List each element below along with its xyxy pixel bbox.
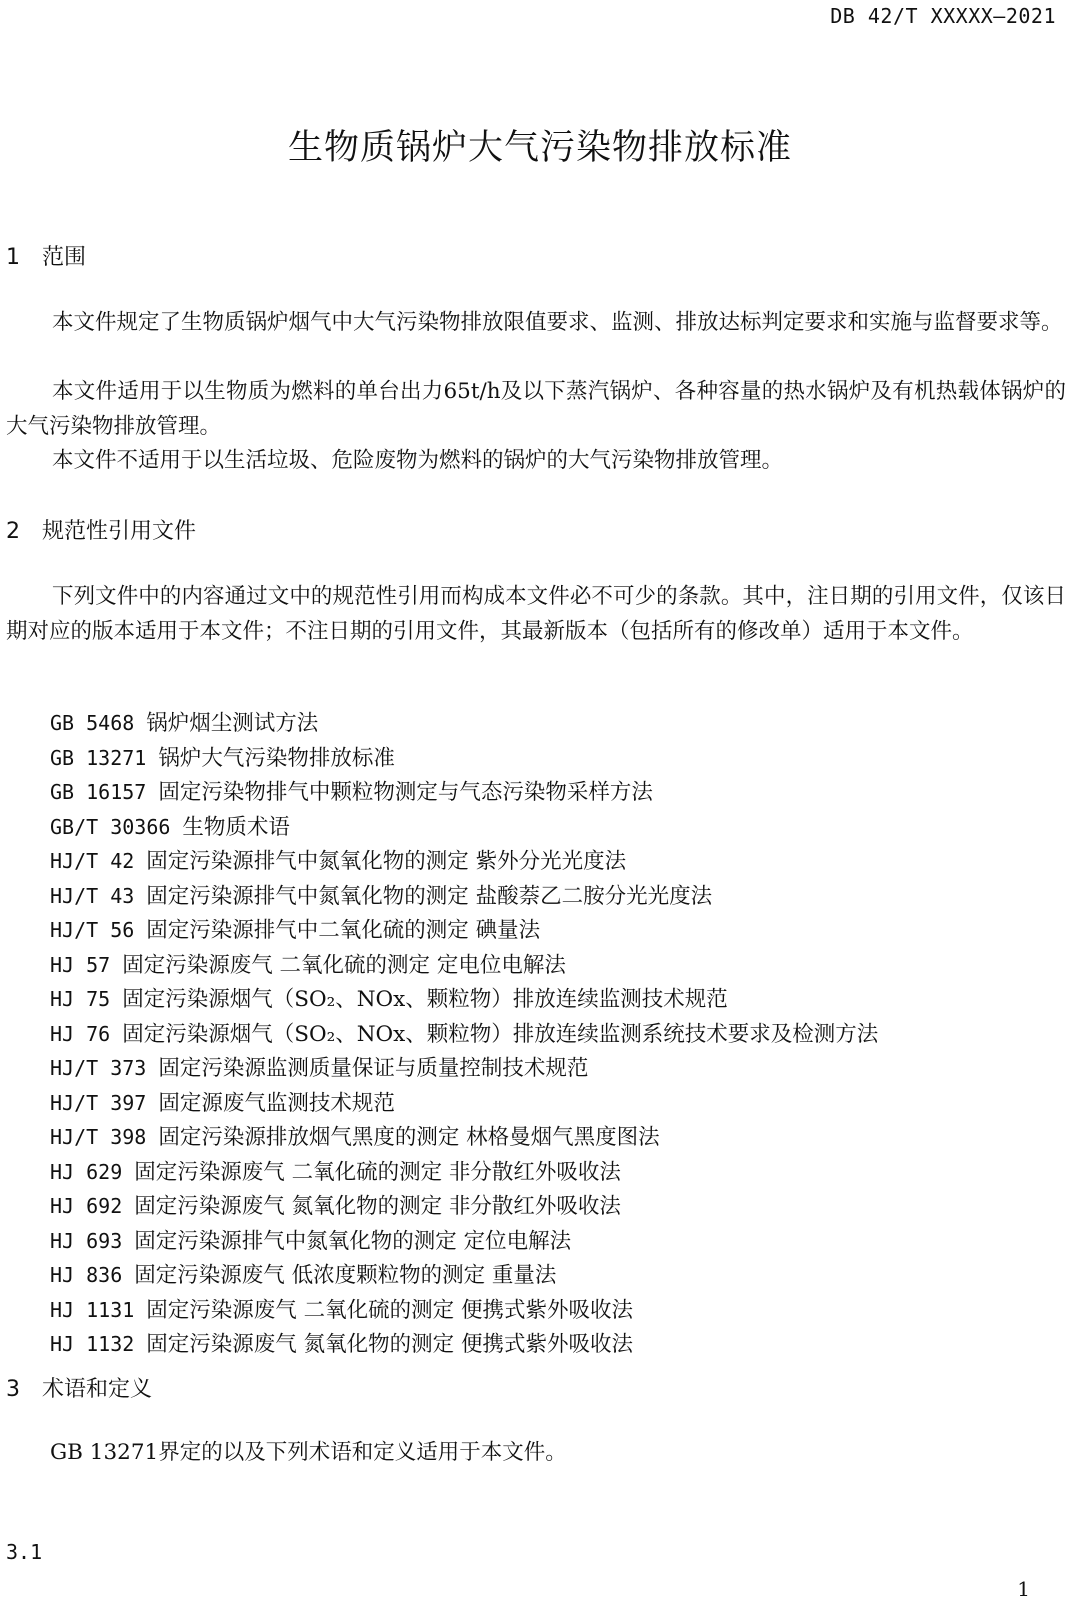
reference-code: HJ 75 — [50, 987, 111, 1011]
section-title: 规范性引用文件 — [42, 519, 197, 544]
reference-title: 固定污染源废气 二氧化硫的测定 便携式紫外吸收法 — [146, 1297, 633, 1323]
reference-code: HJ 629 — [50, 1159, 123, 1184]
paragraph: 本文件不适用于以生活垃圾、危险废物为燃料的锅炉的大气污染物排放管理。 — [52, 448, 784, 473]
reference-item — [50, 775, 878, 810]
reference-title: 固定污染源排放烟气黑度的测定 林格曼烟气黑度图法 — [158, 1125, 660, 1150]
reference-item — [50, 1258, 878, 1293]
reference-title: 锅炉烟尘测试方法 — [146, 711, 319, 736]
reference-item — [50, 1293, 878, 1328]
reference-code: HJ 1131 — [50, 1297, 135, 1322]
reference-code: HJ 693 — [50, 1228, 123, 1253]
reference-title: 固定污染源排气中氮氧化物的测定 定位电解法 — [134, 1228, 572, 1254]
reference-title: 固定源废气监测技术规范 — [158, 1090, 395, 1116]
reference-code: HJ/T 42 — [50, 849, 135, 873]
paragraph: 本文件适用于以生物质为燃料的单台出力65t/h及以下蒸汽锅炉、各种容量的热水锅炉及有机热载体锅炉的大气污染物排放管理。 — [6, 379, 1066, 439]
reference-title: 固定污染源排气中二氧化硫的测定 碘量法 — [146, 918, 541, 943]
reference-item — [50, 1051, 878, 1086]
reference-list — [50, 706, 878, 1362]
reference-title: 固定污染源排气中氮氧化物的测定 紫外分光光度法 — [146, 849, 627, 874]
reference-item — [50, 706, 878, 741]
reference-item — [50, 1017, 878, 1052]
paragraph: 本文件规定了生物质锅炉烟气中大气污染物排放限值要求、监测、排放达标判定要求和实施与监督要求等。 — [52, 310, 1063, 335]
reference-code: HJ/T 397 — [50, 1090, 147, 1115]
reference-title: 固定污染源废气 二氧化硫的测定 非分散红外吸收法 — [134, 1159, 621, 1185]
reference-code: HJ/T 56 — [50, 918, 135, 942]
reference-item — [50, 1120, 878, 1155]
reference-code: GB 16157 — [50, 780, 147, 804]
reference-item — [50, 1327, 878, 1362]
reference-item — [50, 810, 878, 845]
reference-code: HJ/T 398 — [50, 1125, 147, 1149]
reference-title: 固定污染源废气 低浓度颗粒物的测定 重量法 — [134, 1263, 557, 1288]
reference-title: 生物质术语 — [182, 814, 290, 840]
reference-item — [50, 879, 878, 914]
section-title: 术语和定义 — [42, 1377, 153, 1402]
section-3-heading — [6, 1372, 152, 1403]
reference-title: 固定污染源废气 氮氧化物的测定 便携式紫外吸收法 — [146, 1332, 633, 1357]
section-title: 范围 — [42, 245, 87, 270]
reference-item — [50, 1224, 878, 1259]
document-code: DB 42/T XXXXX—2021 — [830, 4, 1056, 28]
clause-number: 3.1 — [6, 1540, 43, 1564]
reference-title: 固定污染源烟气（SO₂、NOx、颗粒物）排放连续监测系统技术要求及检测方法 — [122, 1021, 879, 1047]
document-title: 生物质锅炉大气污染物排放标准 — [287, 128, 792, 168]
reference-code: GB 5468 — [50, 711, 135, 735]
section-number: 3 — [6, 1377, 20, 1402]
reference-code: HJ 836 — [50, 1263, 123, 1287]
reference-item — [50, 948, 878, 983]
reference-item — [50, 1086, 878, 1121]
reference-title: 固定污染物排气中颗粒物测定与气态污染物采样方法 — [158, 780, 653, 805]
reference-code: GB/T 30366 — [50, 814, 171, 839]
reference-title: 固定污染源监测质量保证与质量控制技术规范 — [158, 1056, 589, 1081]
paragraph: 下列文件中的内容通过文中的规范性引用而构成本文件必不可少的条款。其中，注日期的引用文件，仅该日期对应的版本适用于本文件；不注日期的引用文件，其最新版本（包括所有的修改单）适用于本文件。 — [6, 584, 1066, 644]
reference-item — [50, 1189, 878, 1224]
reference-item — [50, 844, 878, 879]
reference-code: HJ 1132 — [50, 1332, 135, 1356]
reference-code: HJ 76 — [50, 1021, 111, 1046]
reference-code: GB 13271 — [50, 745, 147, 770]
reference-item — [50, 982, 878, 1017]
reference-code: HJ 692 — [50, 1194, 123, 1218]
reference-title: 固定污染源废气 氮氧化物的测定 非分散红外吸收法 — [134, 1194, 621, 1219]
reference-item — [50, 913, 878, 948]
reference-title: 锅炉大气污染物排放标准 — [158, 745, 395, 771]
reference-title: 固定污染源排气中氮氧化物的测定 盐酸萘乙二胺分光光度法 — [146, 883, 713, 909]
page-number: 1 — [1017, 1577, 1030, 1601]
section-number: 2 — [6, 519, 20, 544]
reference-title: 固定污染源烟气（SO₂、NOx、颗粒物）排放连续监测技术规范 — [122, 987, 728, 1012]
paragraph: GB 13271界定的以及下列术语和定义适用于本文件。 — [50, 1440, 567, 1465]
reference-item — [50, 741, 878, 776]
section-1-heading — [6, 240, 86, 271]
reference-code: HJ/T 373 — [50, 1056, 147, 1080]
reference-title: 固定污染源废气 二氧化硫的测定 定电位电解法 — [122, 952, 566, 978]
reference-item — [50, 1155, 878, 1190]
section-number: 1 — [6, 245, 20, 270]
section-2-heading — [6, 514, 196, 545]
reference-code: HJ 57 — [50, 952, 111, 977]
reference-code: HJ/T 43 — [50, 883, 135, 908]
